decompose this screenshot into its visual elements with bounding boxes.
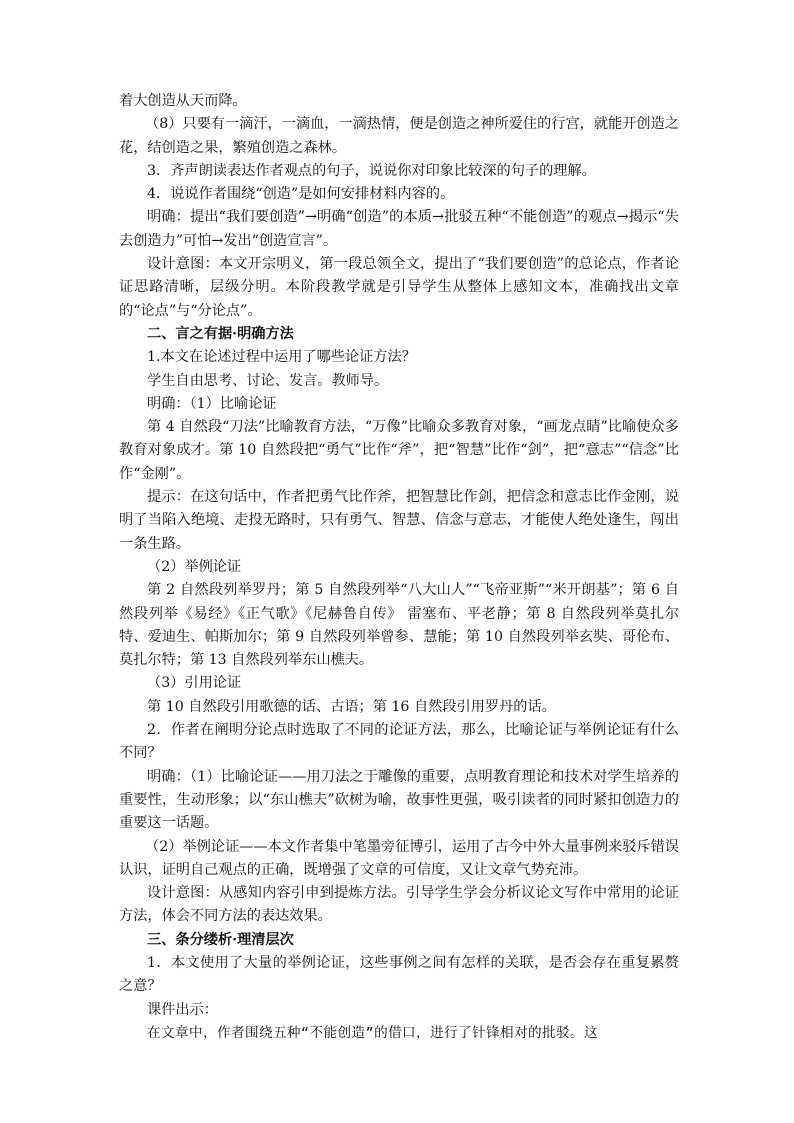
paragraph-23: 课件出示： xyxy=(147,1001,218,1018)
paragraph-11: 第 4 自然段“刀法”比喻教育方法，“万像”比喻众多教育对象，“画龙点睛”比喻使众多教育对象成才。第 10 自然段把“勇气”比作“斧”，把“智慧”比作“剑”，把“意志”“信念”比作“金刚”。 xyxy=(119,419,679,482)
paragraph-15: （3）引用论证 xyxy=(147,675,242,692)
paragraph-8: 1.本文在论述过程中运用了哪些论证方法？ xyxy=(147,349,416,366)
paragraph-20: 设计意图：从感知内容引申到提炼方法。引导学生学会分析议论文写作中常用的论证方法，体会不同方法的表达效果。 xyxy=(119,885,679,925)
document-page xyxy=(119,90,679,1045)
paragraph-9: 学生自由思考、讨论、发言。教师导。 xyxy=(147,372,389,389)
paragraph-14: 第 2 自然段列举罗丹；第 5 自然段列举“八大山人”“飞帝亚斯”“米开朗基”；第 6 自然段列举《易经》《正气歌》《尼赫鲁自传》 雷塞布、平老静；第 8 自然段列举莫扎尔特、爱迪生、帕斯加尔；第 9 自然段列举曾参、慧能；第 10 自然段列举玄奘、哥伦布、莫扎尔特；第 13 自然段列举东山樵夫。 xyxy=(119,582,679,669)
paragraph-13: （2）举例论证 xyxy=(147,558,242,575)
paragraph-3: 3．齐声朗读表达作者观点的句子，说说你对印象比较深的句子的理解。 xyxy=(147,162,596,179)
paragraph-5: 明确：提出“我们要创造”→明确“创造”的本质→批驳五种“不能创造”的观点→揭示“失去创造力”可怕→发出“创造宣言”。 xyxy=(119,209,679,249)
section-heading-3: 三、条分缕析·理清层次 xyxy=(147,931,294,948)
paragraph-10: 明确：（1）比喻论证 xyxy=(147,395,277,412)
section-heading-2: 二、言之有据·明确方法 xyxy=(147,325,294,342)
paragraph-22: 1．本文使用了大量的举例论证，这些事例之间有怎样的关联，是否会存在重复累赘之意？ xyxy=(119,954,679,995)
paragraph-12: 提示：在这句话中，作者把勇气比作斧，把智慧比作剑，把信念和意志比作金刚，说明了当陷入绝境、走投无路时，只有勇气、智慧、信念与意志，才能使人绝处逢生，闯出一条生路。 xyxy=(119,489,679,552)
paragraph-2: （8）只要有一滴汗，一滴血，一滴热情，便是创造之神所爱住的行宫，就能开创造之花，结创造之果，繁殖创造之森林。 xyxy=(119,116,679,156)
paragraph-19: （2）举例论证——本文作者集中笔墨旁征博引，运用了古今中外大量事例来驳斥错误认识，证明自己观点的正确，既增强了文章的可信度，又让文章气势充沛。 xyxy=(119,838,679,878)
paragraph-1: 着大创造从天而降。 xyxy=(119,93,247,109)
paragraph-6: 设计意图：本文开宗明义，第一段总领全文，提出了“我们要创造”的总论点，作者论证思路清晰，层级分明。本阶段教学就是引导学生从整体上感知文本，准确找出文章的“论点”与“分论点”。 xyxy=(119,256,679,319)
paragraph-24: 在文章中，作者围绕五种“不能创造”的借口，进行了针锋相对的批驳。这 xyxy=(147,1024,598,1041)
paragraph-4: 4．说说作者围绕“创造”是如何安排材料内容的。 xyxy=(147,186,455,203)
paragraph-17: 2．作者在阐明分论点时选取了不同的论证方法，那么，比喻论证与举例论证有什么不同？ xyxy=(119,722,679,762)
paragraph-18: 明确：（1）比喻论证——用刀法之于雕像的重要，点明教育理论和技术对学生培养的重要性，生动形象；以“东山樵夫”砍树为喻，故事性更强，吸引读者的同时紧扣创造力的重要这一话题。 xyxy=(119,768,679,832)
paragraph-16: 第 10 自然段引用歌德的话、古语；第 16 自然段引用罗丹的话。 xyxy=(147,698,556,715)
